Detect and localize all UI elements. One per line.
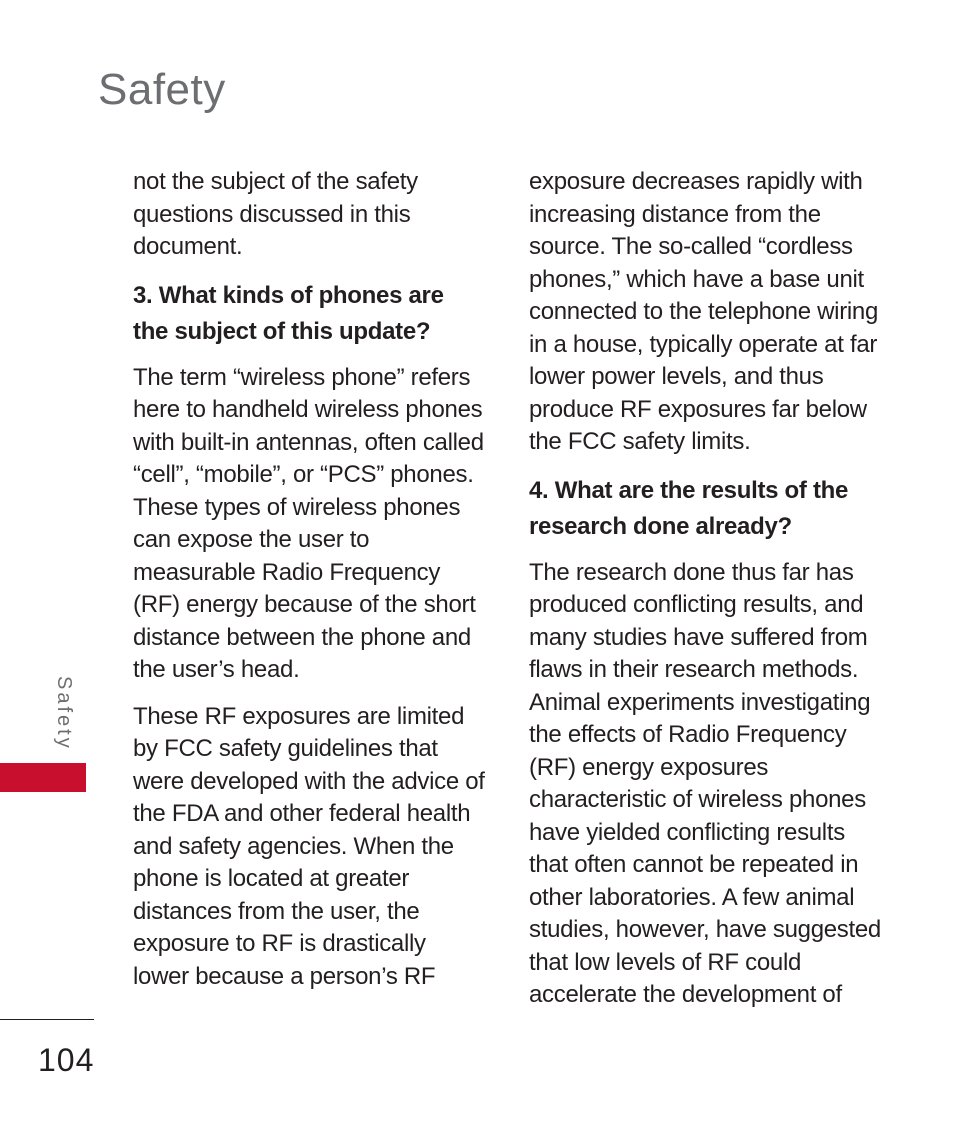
footer-divider (0, 1019, 94, 1020)
paragraph-exposure-decreases: exposure decreases rapidly with increasing distance from the source. The so-called “cordless phones,” which have a base unit connected to the telephone wiring in a house, typically operate at far lower power levels, and thus produce RF exposures far below the FCC safety limits. (529, 168, 879, 455)
right-column (529, 166, 881, 1026)
question-4-heading: 4. What are the results of the research done already? (529, 476, 849, 540)
paragraph-rf-exposures: These RF exposures are limited by FCC safety guidelines that were developed with the advice of the FDA and other federal health and safety agencies. When the phone is located at greater distances from the user, the exposure to RF is drastically lower because a person’s RF (133, 702, 485, 990)
side-section-label: Safety (53, 676, 75, 751)
paragraph-research-results: The research done thus far has produced conflicting results, and many studies have suffered from flaws in their research methods. Animal experiments investigating the effects of Radio Frequency (RF) energy exposures characteristic of wireless phones have yielded conflicting results that often cannot be repeated in other laboratories. A few animal studies, however, have suggested that low levels of RF could accelerate the development of (529, 558, 881, 1008)
section-tab-marker (0, 763, 86, 792)
question-3-heading: 3. What kinds of phones are the subject of this update? (133, 281, 444, 345)
paragraph-continuation: not the subject of the safety questions discussed in this document. (133, 168, 418, 260)
paragraph-wireless-phone: The term “wireless phone” refers here to handheld wireless phones with built-in antennas, often called “cell”, “mobile”, or “PCS” phones. These types of wireless phones can expose the user to measurable Radio Frequency (RF) energy because of the short distance between the phone and the user’s head. (133, 363, 484, 683)
page-title: Safety (98, 65, 226, 114)
left-column (133, 166, 485, 1007)
page-number: 104 (38, 1042, 95, 1078)
